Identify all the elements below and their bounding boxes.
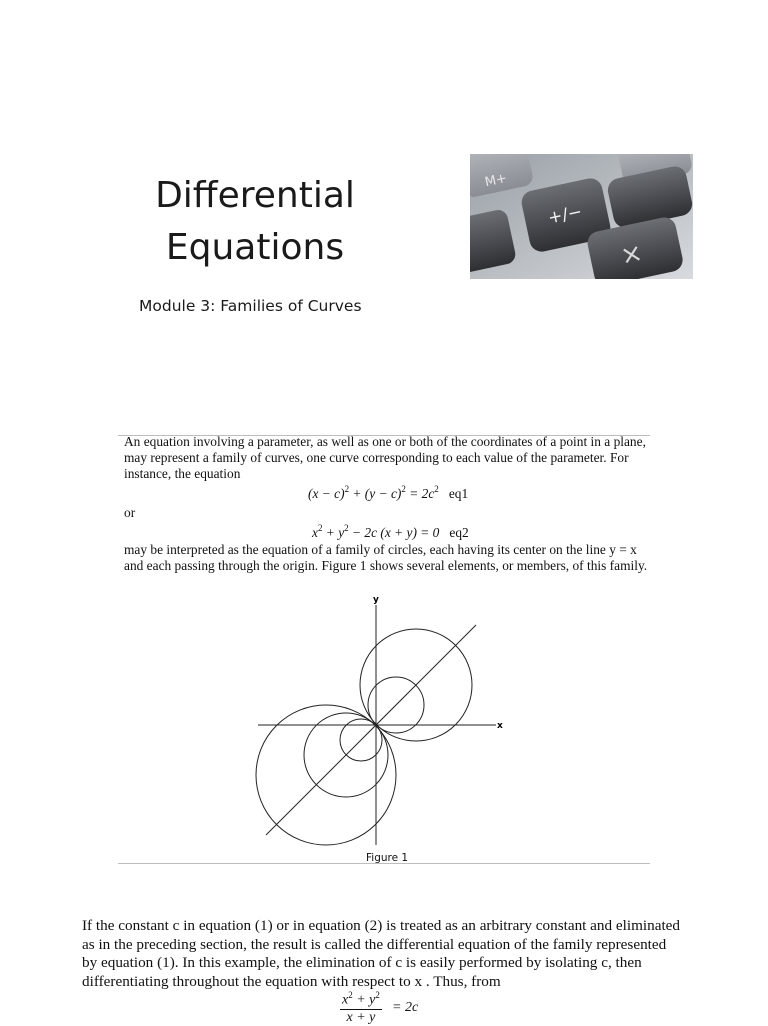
figure-family-of-circles	[250, 592, 510, 850]
calculator-keys-image	[470, 154, 693, 279]
multiply-key-label: ×	[617, 237, 646, 272]
y-axis-label: y	[373, 595, 379, 605]
plus-minus-key-label: +/−	[546, 201, 584, 229]
intro-paragraph: An equation involving a parameter, as well as one or both of the coordinates of a point in a plane, may represent a family of curves, one curve corresponding to each value of the parameter. For instance, the equation	[124, 434, 646, 481]
equation-2: $x^2 + y^2 - 2c$ (x + y) = 0 eq2	[312, 523, 469, 540]
equation-1-label: eq1	[448, 486, 469, 501]
x-axis-label: x	[497, 721, 503, 731]
fraction-rhs: = 2c	[392, 1000, 419, 1015]
module-subtitle: Module 3: Families of Curves	[139, 297, 362, 315]
intro-paragraph-2: may be interpreted as the equation of a family of circles, each having its center on the line y = x and each passing through the origin. Figure 1 shows several elements, or members, of this family.	[124, 542, 648, 573]
calculator-photo	[470, 154, 693, 279]
or-text: or	[124, 505, 136, 520]
body-paragraph: If the constant c in equation (1) or in equation (2) is treated as an arbitrary constant and eliminated as in the preceding section, the result is called the differential equation of the family represented by equation (1). In this example, the elimination of c is easily performed by isolating c, then differentiating throughout the equation with respect to x . Thus, from	[82, 917, 681, 990]
equation-1: $(x - c)^2 + (y - c)^2 = 2c^2$ eq1	[308, 484, 469, 501]
equation-2-label: eq2	[449, 525, 469, 540]
title-line-2: Equations	[165, 227, 345, 268]
excerpt-bottom-rule	[118, 863, 650, 864]
document-title	[120, 170, 390, 274]
memory-key-label: M+	[483, 170, 509, 191]
title-line-1: Differential	[155, 175, 355, 216]
line-y-equals-x	[266, 625, 476, 835]
fraction-expression: $\frac{x^2 + y^2}{x + y}$	[342, 990, 380, 1025]
figure-caption: Figure 1	[366, 852, 409, 864]
